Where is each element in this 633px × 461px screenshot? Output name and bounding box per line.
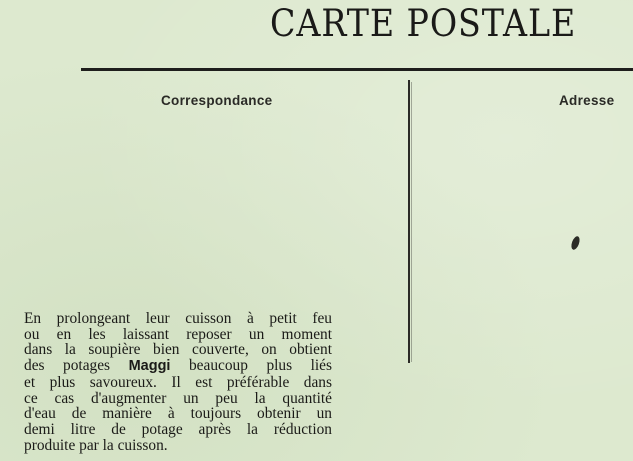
message-line-1: En prolongeant leur cuisson à petit feu bbox=[24, 310, 332, 327]
address-label: Adresse bbox=[559, 93, 615, 108]
message-line-4-start: des potages bbox=[24, 357, 129, 375]
correspondence-label: Correspondance bbox=[161, 93, 273, 108]
message-line-8: demi litre de potage après la réduction bbox=[24, 420, 332, 438]
message-line-4 bbox=[24, 358, 332, 375]
message-line-6: ce cas d'augmenter un peu la quantité bbox=[24, 389, 332, 407]
message-line-3: dans la soupière bien couverte, on obtient bbox=[24, 341, 332, 359]
correspondence-message bbox=[24, 311, 332, 453]
header-rule bbox=[81, 68, 633, 71]
center-divider bbox=[408, 80, 410, 363]
message-line-9: produite par la cuisson. bbox=[24, 436, 168, 454]
message-line-4-end: beaucoup plus liés bbox=[170, 357, 332, 375]
center-divider-shadow bbox=[411, 82, 412, 362]
brand-name: Maggi bbox=[128, 358, 171, 375]
ink-spot bbox=[570, 235, 581, 251]
message-line-5: et plus savoureux. Il est préférable dans bbox=[24, 373, 332, 391]
postcard-title: CARTE POSTALE bbox=[270, 2, 577, 45]
message-line-2: ou en les laissant reposer un moment bbox=[24, 325, 332, 343]
message-line-7: d'eau de manière à toujours obtenir un bbox=[24, 405, 332, 423]
